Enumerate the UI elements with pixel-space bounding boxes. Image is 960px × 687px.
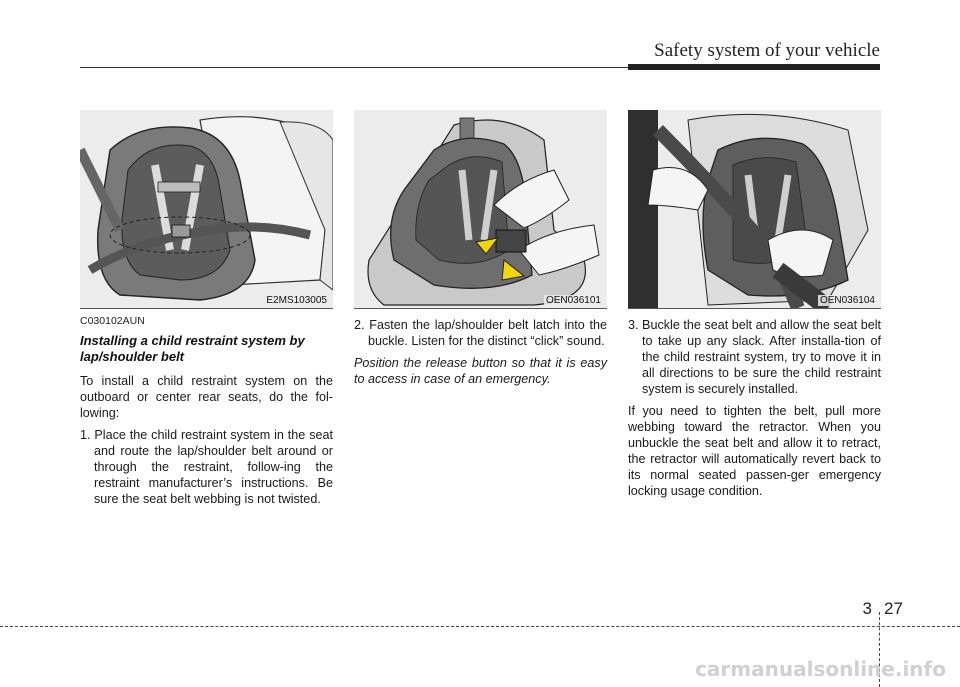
step-text: Buckle the seat belt and allow the seat belt to take up any slack. After installa-tion of the child restraint system, try to move it in all directions to be sure the child restraint system is securely installed. — [642, 318, 882, 396]
figure-code: OEN036104 — [819, 295, 875, 306]
intro-paragraph: To install a child restraint system on the outboard or center rear seats, do the fol-lowing: — [80, 374, 333, 420]
child-seat-illustration — [80, 110, 333, 308]
step-3 — [628, 317, 881, 397]
step-2 — [354, 317, 607, 349]
section-code: C030102AUN — [80, 315, 145, 327]
step-text: Place the child restraint system in the seat and route the lap/shoulder belt around or through the restraint, follow-ing the restraint manufacturer’s instructions. Be sure the seat belt webbing is not twisted. — [94, 428, 333, 506]
figure-tighten-belt — [628, 110, 881, 309]
figure-code: E2MS103005 — [266, 295, 327, 306]
buckle-illustration — [354, 110, 607, 308]
column-1 — [80, 110, 333, 513]
section-subtitle: Installing a child restraint system by lap/shoulder belt — [80, 333, 305, 364]
figure-code: OEN036101 — [545, 295, 601, 306]
retractor-paragraph: If you need to tighten the belt, pull more webbing toward the retractor. When you unbuckle the seat belt and allow it to retract, the retractor will automatically revert back to its normal seated passen-ger emergency locking usage condition. — [628, 404, 881, 498]
header-bar — [628, 64, 880, 70]
step-1 — [80, 427, 333, 507]
chapter-number: 3 — [862, 599, 872, 618]
figure-child-seat-belt-routing — [80, 110, 333, 309]
watermark-text: carmanualsonline.info — [695, 657, 946, 681]
step-number: 1. — [80, 428, 91, 442]
column-2 — [354, 110, 607, 393]
column-3 — [628, 110, 881, 505]
page-header-title: Safety system of your vehicle — [654, 40, 880, 61]
tighten-illustration — [628, 110, 881, 308]
page-number: 27 — [884, 599, 903, 618]
step-number: 3. — [628, 318, 639, 332]
note-text: Position the release button so that it is easy to access in case of an emergency. — [354, 356, 607, 386]
figure-fasten-buckle — [354, 110, 607, 309]
footer-rule — [0, 626, 960, 627]
step-number: 2. — [354, 318, 365, 332]
step-text: Fasten the lap/shoulder belt latch into the buckle. Listen for the distinct “click” sound. — [368, 318, 607, 348]
